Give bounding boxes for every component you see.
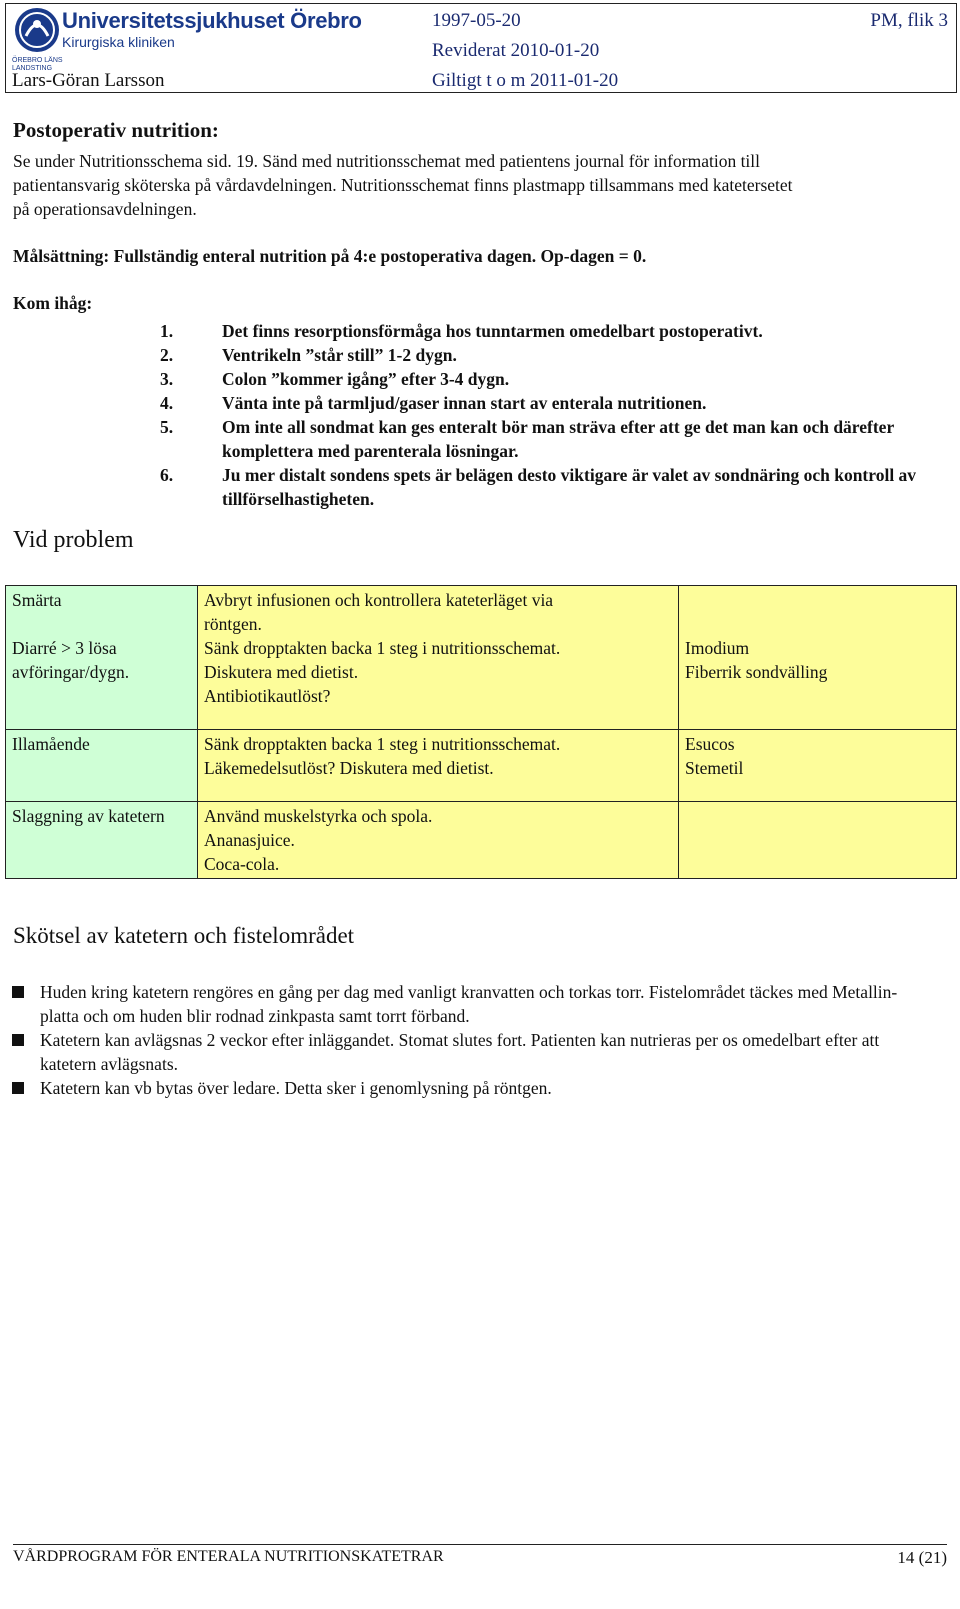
item-number: 6. — [160, 465, 174, 485]
cell-line: Coca-cola. — [204, 854, 280, 874]
issue-date: 1997-05-20 — [432, 10, 521, 31]
item-number: 3. — [160, 369, 174, 389]
drug-cell — [679, 730, 957, 802]
document-header — [5, 3, 957, 93]
list-item — [160, 319, 940, 343]
cell-line: Läkemedelsutlöst? Diskutera med dietist. — [204, 758, 494, 778]
cell-line — [12, 612, 191, 636]
item-text: Huden kring katetern rengöres en gång per dag med vanligt kranvatten och torkas torr. Fistelområdet täckes med Metallin-platta och om huden blir rodnad zinkpasta samt torrt förband. — [40, 982, 898, 1026]
table-row — [6, 586, 957, 730]
table-row — [6, 802, 957, 879]
cell-line: Sänk dropptakten backa 1 steg i nutritionsschemat. — [204, 734, 561, 754]
section-heading-problems: Vid problem — [13, 527, 134, 553]
cell-line: Avbryt infusionen och kontrollera kateterläget via — [204, 590, 554, 610]
bullet-square-icon — [12, 1082, 24, 1094]
item-text: Om inte all sondmat kan ges enteralt bör man sträva efter att ge det man kan och därefter komplettera med parenterala lösningar. — [222, 417, 894, 461]
postop-intro — [13, 149, 948, 221]
page-number: 14 (21) — [897, 1548, 947, 1567]
item-text: Vänta inte på tarmljud/gaser innan start av enterala nutritionen. — [222, 393, 707, 413]
item-number: 2. — [160, 345, 174, 365]
footer-title: VÅRDPROGRAM FÖR ENTERALA NUTRITIONSKATETRAR — [13, 1548, 444, 1565]
cell-line: Diarré > 3 lösa — [12, 638, 117, 658]
list-item — [12, 980, 932, 1028]
list-item — [12, 1028, 932, 1076]
item-number: 1. — [160, 321, 174, 341]
remember-label: Kom ihåg: — [13, 293, 93, 313]
list-item — [160, 367, 940, 391]
care-list — [12, 980, 932, 1100]
county-name: ÖREBRO LÄNS LANDSTING — [12, 57, 63, 72]
section-heading-care: Skötsel av katetern och fistelområdet — [13, 923, 355, 948]
cell-line: Esucos — [685, 734, 735, 754]
clinic-name: Kirurgiska kliniken — [62, 34, 175, 50]
author: Lars-Göran Larsson — [12, 70, 165, 91]
cell-line: Antibiotikautlöst? — [204, 686, 331, 706]
cell-line: Smärta — [12, 590, 62, 610]
cell-line — [685, 588, 950, 612]
action-cell — [198, 730, 679, 802]
list-item — [160, 343, 940, 367]
list-item — [160, 463, 940, 511]
action-cell — [198, 802, 679, 879]
problem-cell — [6, 586, 198, 730]
intro-line: patientansvarig sköterska på vårdavdelningen. Nutritionsschemat finns plastmapp tillsammans med katetersetet — [13, 175, 793, 195]
remember-list — [160, 319, 940, 511]
item-text: Ju mer distalt sondens spets är belägen desto viktigare är valet av sondnäring och kontroll av tillförselhastigheten. — [222, 465, 917, 509]
item-number: 4. — [160, 393, 174, 413]
item-text: Katetern kan avlägsnas 2 veckor efter inläggandet. Stomat slutes fort. Patienten kan nutrieras per os omedelbart efter att katetern avlägsnats. — [40, 1030, 880, 1074]
section-heading-postop: Postoperativ nutrition: — [13, 118, 219, 142]
list-item — [160, 391, 940, 415]
list-item — [160, 415, 940, 463]
revised-date: Reviderat 2010-01-20 — [432, 40, 600, 61]
problem-cell — [6, 802, 198, 879]
intro-line: på operationsavdelningen. — [13, 199, 197, 219]
bullet-square-icon — [12, 986, 24, 998]
org-name: Universitetssjukhuset Örebro — [62, 8, 362, 33]
goal-statement: Målsättning: Fullständig enteral nutrition på 4:e postoperativa dagen. Op-dagen = 0. — [13, 246, 647, 266]
cell-line: Använd muskelstyrka och spola. — [204, 806, 433, 826]
bullet-square-icon — [12, 1034, 24, 1046]
page-reference: PM, flik 3 — [870, 10, 948, 31]
item-text: Det finns resorptionsförmåga hos tunntarmen omedelbart postoperativt. — [222, 321, 763, 341]
cell-line: Fiberrik sondvälling — [685, 662, 828, 682]
item-text: Colon ”kommer igång” efter 3-4 dygn. — [222, 369, 510, 389]
drug-cell — [679, 586, 957, 730]
cell-line: Stemetil — [685, 758, 744, 778]
cell-line: Sänk dropptakten backa 1 steg i nutritionsschemat. — [204, 638, 561, 658]
cell-line — [685, 612, 950, 636]
drug-cell — [679, 802, 957, 879]
problem-table — [5, 585, 957, 879]
valid-until: Giltigt t o m 2011-01-20 — [432, 70, 619, 91]
cell-line: Diskutera med dietist. — [204, 662, 359, 682]
item-text: Katetern kan vb bytas över ledare. Detta sker i genomlysning på röntgen. — [40, 1078, 552, 1098]
cell-line: Imodium — [685, 638, 750, 658]
intro-line: Se under Nutritionsschema sid. 19. Sänd med nutritionsschemat med patientens journal för information till — [13, 151, 761, 171]
action-cell — [198, 586, 679, 730]
document-footer — [13, 1544, 947, 1567]
table-row — [6, 730, 957, 802]
item-text: Ventrikeln ”står still” 1-2 dygn. — [222, 345, 457, 365]
cell-line: Illamående — [12, 734, 90, 754]
cell-line: avföringar/dygn. — [12, 662, 130, 682]
item-number: 5. — [160, 417, 174, 437]
list-item — [12, 1076, 932, 1100]
problem-cell — [6, 730, 198, 802]
cell-line: Slaggning av katetern — [12, 806, 165, 826]
cell-line: Ananasjuice. — [204, 830, 295, 850]
cell-line: röntgen. — [204, 614, 262, 634]
